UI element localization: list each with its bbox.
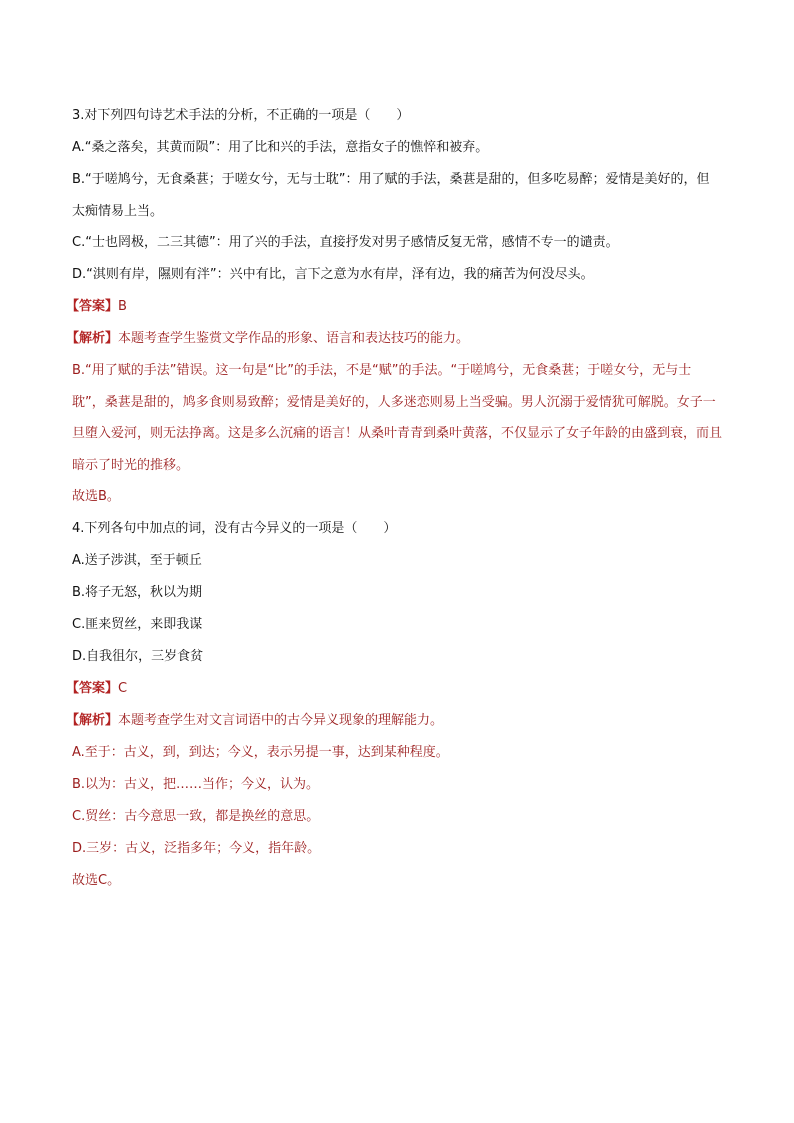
analysis-tag: 【解析】 — [66, 713, 119, 728]
question-4-option-a: A.送子涉淇，至于顿丘 — [72, 553, 202, 568]
question-3-option-a: A.“桑之落矣，其黄而陨”：用了比和兴的手法，意指女子的憔悴和被弃。 — [72, 140, 489, 155]
answer-tag: 【答案】 — [66, 681, 119, 696]
question-4-analysis-item-b: B.以为：古义，把……当作；今义，认为。 — [72, 777, 320, 792]
question-4-analysis-item-c: C.贸丝：古今意思一致，都是换丝的意思。 — [72, 809, 320, 824]
question-4-option-d: D.自我徂尔，三岁食贫 — [72, 649, 204, 664]
question-4-analysis-intro — [66, 705, 722, 737]
question-4-analysis-item-d: D.三岁：古义，泛指多年；今义，指年龄。 — [72, 841, 321, 856]
answer-value: C — [118, 681, 128, 696]
answer-tag: 【答案】 — [66, 299, 119, 314]
question-4-conclusion: 故选C。 — [72, 873, 121, 888]
answer-value: B — [118, 299, 127, 314]
question-4-option-c: C.匪来贸丝，来即我谋 — [72, 617, 203, 632]
analysis-tag: 【解析】 — [66, 331, 119, 346]
question-4-answer — [66, 673, 722, 705]
question-3-analysis-intro — [66, 323, 722, 355]
question-4-analysis-item-a: A.至于：古义，到，到达；今义，表示另提一事，达到某种程度。 — [72, 745, 449, 760]
analysis-intro-text: 本题考查学生对文言词语中的古今异义现象的理解能力。 — [118, 713, 444, 728]
question-3-option-c: C.“士也罔极，二三其德”：用了兴的手法，直接抒发对男子感情反复无常，感情不专一的谴责。 — [72, 235, 619, 250]
question-3-analysis-body: B.“用了赋的手法”错误。这一句是“比”的手法，不是“赋”的手法。“于嗟鸠兮，无食桑葚；于嗟女兮，无与士耽”，桑葚是甜的，鸠多食则易致醉；爱情是美好的，人多迷恋则易上当受骗。男人沉溺于爱情犹可解脱。女子一旦堕入爱河，则无法挣离。这是多么沉痛的语言！从桑叶青青到桑叶黄落，不仅显示了女子年龄的由盛到衰，而且暗示了时光的推移。 — [72, 363, 723, 473]
question-3-stem: 3.对下列四句诗艺术手法的分析，不正确的一项是（ ） — [72, 108, 410, 123]
question-4-stem: 4.下列各句中加点的词，没有古今异义的一项是（ ） — [72, 521, 397, 536]
analysis-intro-text: 本题考查学生鉴赏文学作品的形象、语言和表达技巧的能力。 — [118, 331, 470, 346]
question-4-option-b: B.将子无怒，秋以为期 — [72, 585, 203, 600]
question-3-option-d: D.“淇则有岸，隰则有泮”：兴中有比，言下之意为水有岸，泽有边，我的痛苦为何没尽头。 — [72, 267, 594, 282]
question-3-answer — [66, 291, 722, 323]
document-page — [66, 100, 723, 897]
question-3-conclusion: 故选B。 — [72, 489, 120, 504]
question-3-option-b: B.“于嗟鸠兮，无食桑葚；于嗟女兮，无与士耽”：用了赋的手法，桑葚是甜的，但多吃易醉；爱情是美好的，但太痴情易上当。 — [72, 172, 710, 219]
